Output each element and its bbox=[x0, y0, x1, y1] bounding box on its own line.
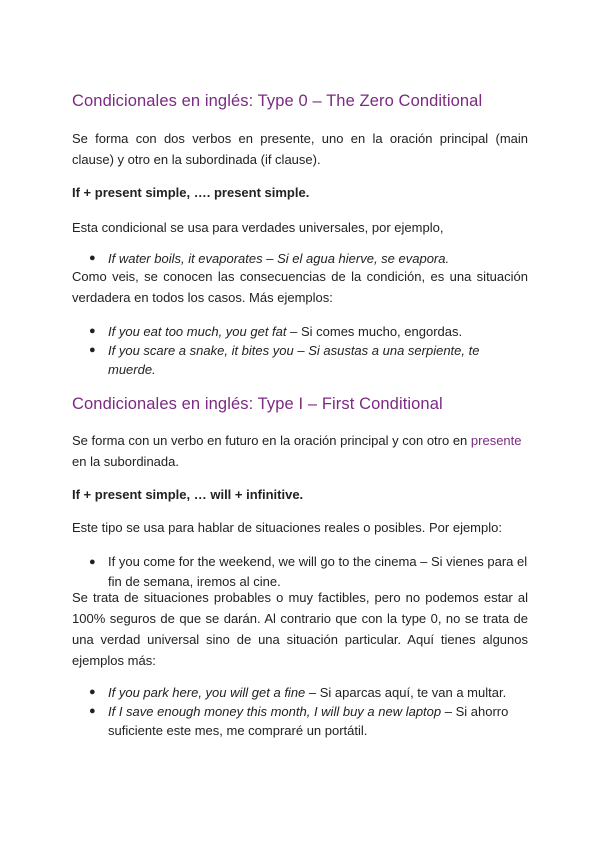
example-list-first-1 bbox=[72, 552, 528, 592]
example-text: If you come for the weekend, we will go to the cinema – Si vienes para el fin de semana, iremos al cine. bbox=[108, 554, 528, 589]
bullet-icon: ● bbox=[89, 705, 96, 717]
example-list-zero-2 bbox=[72, 322, 528, 379]
example-spanish: Si ahorro suficiente este mes, me compraré un portátil. bbox=[108, 704, 509, 738]
list-item bbox=[72, 341, 528, 379]
example-spanish: Si asustas a una serpiente, te muerde. bbox=[108, 343, 480, 377]
list-item bbox=[72, 702, 528, 740]
intro-text-after: en la subordinada. bbox=[72, 454, 179, 469]
example-separator: – bbox=[262, 251, 278, 266]
example-separator: – bbox=[293, 343, 309, 358]
example-english: If you scare a snake, it bites you bbox=[108, 343, 294, 358]
bullet-icon: ● bbox=[89, 556, 96, 568]
example-separator: – bbox=[286, 324, 301, 339]
paragraph-zero-consequence: Como veis, se conocen las consecuencias de la condición, es una situación verdadera en todos los casos. Más ejemplos: bbox=[72, 269, 528, 305]
example-list-first-2 bbox=[72, 683, 528, 740]
list-item bbox=[72, 683, 528, 702]
paragraph-first-usage: Este tipo se usa para hablar de situaciones reales o posibles. Por ejemplo: bbox=[72, 520, 502, 535]
example-spanish: Si aparcas aquí, te van a multar. bbox=[319, 685, 507, 700]
example-spanish: Si comes mucho, engordas. bbox=[300, 324, 463, 339]
presente-link[interactable]: presente bbox=[470, 433, 522, 448]
example-english: If water boils, it evaporates bbox=[108, 251, 263, 266]
bullet-icon: ● bbox=[89, 252, 96, 264]
example-english: If I save enough money this month, I will buy a new laptop bbox=[108, 704, 442, 719]
paragraph-zero-intro: Se forma con dos verbos en presente, uno en la oración principal (main clause) y otro en la subordinada (if clause). bbox=[72, 131, 528, 167]
example-english: If you park here, you will get a fine bbox=[108, 685, 306, 700]
paragraph-zero-usage: Esta condicional se usa para verdades universales, por ejemplo, bbox=[72, 220, 444, 235]
bullet-icon: ● bbox=[89, 686, 96, 698]
section-heading-zero-conditional: Condicionales en inglés: Type 0 – The Zero Conditional bbox=[72, 92, 483, 110]
paragraph-first-intro bbox=[72, 430, 528, 472]
example-separator: – bbox=[305, 685, 320, 700]
section-heading-first-conditional: Condicionales en inglés: Type I – First Conditional bbox=[72, 395, 443, 413]
intro-text-before: Se forma con un verbo en futuro en la oración principal y con otro en bbox=[72, 433, 471, 448]
formula-first: If + present simple, … will + infinitive. bbox=[72, 487, 304, 502]
formula-zero: If + present simple, …. present simple. bbox=[72, 185, 310, 200]
example-spanish: Si el agua hierve, se evapora. bbox=[277, 251, 450, 266]
paragraph-first-probable: Se trata de situaciones probables o muy factibles, pero no podemos estar al 100% seguros de que se darán. Al contrario que con la type 0, no se trata de una verdad universal sino de una situación particular. Aquí tienes algunos ejemplos más: bbox=[72, 590, 528, 668]
example-separator: – bbox=[441, 704, 456, 719]
bullet-icon: ● bbox=[89, 325, 96, 337]
list-item bbox=[72, 552, 528, 592]
list-item bbox=[72, 322, 528, 341]
bullet-icon: ● bbox=[89, 344, 96, 356]
example-english: If you eat too much, you get fat bbox=[108, 324, 287, 339]
